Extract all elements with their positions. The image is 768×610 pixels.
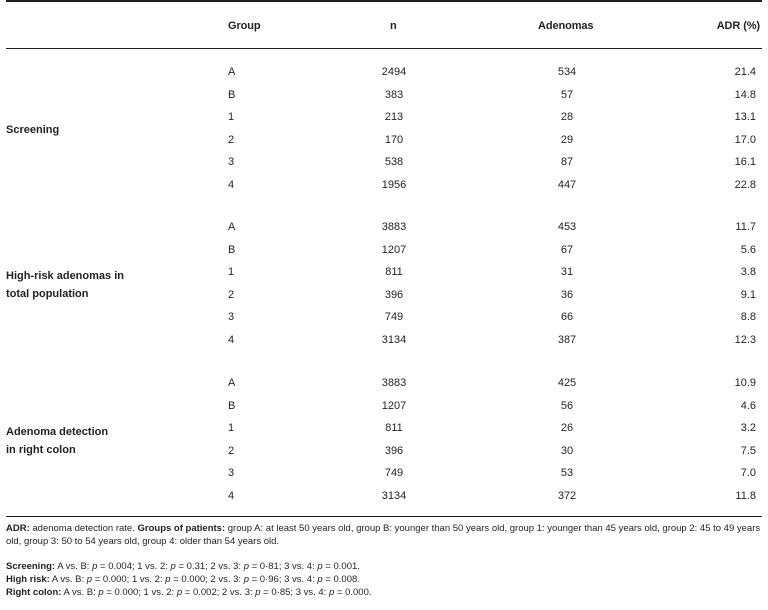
cell-group: 4 (228, 334, 235, 346)
footnote-stats (6, 560, 762, 599)
stat-label: High risk: (6, 574, 50, 585)
cell-adenomas-text: 28 (560, 111, 574, 124)
cell-n-text: 3883 (381, 377, 407, 389)
footnote-abbrev-text: adenoma detection rate. (29, 523, 138, 534)
cell-adenomas-text: 372 (557, 490, 577, 502)
section-label-line: High-risk adenomas in (6, 269, 124, 282)
cell-adr: 16.1 (734, 156, 756, 169)
cell-adenomas-text: 36 (560, 288, 574, 301)
cell-n-text: 213 (384, 111, 404, 124)
cell-adenomas-text: 453 (557, 221, 577, 233)
table-bottom-rule (6, 516, 762, 517)
cell-group: A (228, 377, 236, 389)
cell-adr: 10.9 (734, 377, 756, 389)
cell-group: B (228, 88, 236, 101)
cell-adr: 5.6 (740, 243, 756, 256)
footnote-groups-text: group A: at least 50 years old, group B: younger than 50 years old, group 1: younger than 45 years old, group 2: 45 to 49 years old, group 3: 50 to 54 years old, group 4: older than 54 years old. (6, 523, 761, 547)
cell-adenomas-text: 29 (560, 133, 574, 146)
section-label-line: in right colon (6, 443, 76, 456)
cell-adr: 7.0 (740, 467, 756, 480)
footnote-stat-high-risk (6, 573, 762, 586)
cell-group: 1 (228, 422, 235, 435)
cell-adenomas-text: 67 (560, 243, 574, 256)
section-label-line: Adenoma detection (6, 425, 109, 438)
cell-n-text: 1207 (381, 243, 407, 256)
cell-adenomas-text: 56 (560, 399, 574, 412)
header-n: n (390, 20, 397, 32)
cell-adenomas-text: 534 (557, 66, 577, 78)
cell-adr: 13.1 (734, 111, 756, 124)
cell-adr: 21.4 (734, 66, 756, 78)
cell-n-text: 1207 (381, 399, 407, 412)
stat-text: A vs. B: p = 0.000; 1 vs. 2: p = 0.002; 2 vs. 3: p = 0·85; 3 vs. 4: p = 0.000. (61, 587, 372, 598)
footnote-definitions (6, 522, 762, 548)
cell-n-text: 3883 (381, 221, 407, 233)
section-label (6, 121, 59, 139)
cell-group: 2 (228, 288, 235, 301)
cell-n-text: 396 (384, 444, 404, 457)
cell-adr: 12.3 (734, 334, 756, 346)
cell-group: 1 (228, 266, 235, 279)
cell-group: 3 (228, 311, 235, 324)
cell-group: A (228, 221, 236, 233)
cell-n-text: 396 (384, 288, 404, 301)
cell-n-text: 749 (384, 467, 404, 480)
cell-n-text: 1956 (381, 179, 407, 191)
cell-adr: 9.1 (740, 288, 756, 301)
cell-group: B (228, 399, 236, 412)
header-group: Group (228, 20, 261, 32)
cell-adr: 11.7 (735, 221, 756, 233)
cell-group: 3 (228, 156, 235, 169)
cell-n-text: 811 (385, 422, 403, 435)
cell-group: B (228, 243, 236, 256)
cell-group: 4 (228, 179, 235, 191)
cell-adenomas-text: 387 (557, 334, 577, 346)
cell-adenomas-text: 31 (560, 266, 574, 279)
cell-adenomas-text: 87 (560, 156, 574, 169)
header-rule (6, 48, 762, 49)
section-label (6, 267, 124, 303)
cell-adr: 4.6 (740, 399, 756, 412)
cell-n-text: 3134 (381, 334, 407, 346)
cell-group: 4 (228, 490, 235, 502)
cell-adenomas-text: 447 (557, 179, 577, 191)
cell-adr: 8.8 (740, 311, 756, 324)
stat-text: A vs. B: p = 0.004; 1 vs. 2: p = 0.31; 2 vs. 3: p = 0·81; 3 vs. 4: p = 0.001. (55, 561, 360, 572)
cell-group: A (228, 66, 236, 78)
section-label-line: Screening (6, 123, 60, 136)
cell-n-text: 3134 (381, 490, 407, 502)
cell-group: 3 (228, 467, 235, 480)
cell-adenomas-text: 30 (560, 444, 574, 457)
cell-adr: 11.8 (735, 490, 756, 502)
stat-label: Screening: (6, 561, 56, 572)
cell-n-text: 383 (384, 88, 404, 101)
cell-adr: 3.8 (740, 266, 756, 279)
header-adenomas: Adenomas (538, 20, 594, 32)
cell-adr: 14.8 (734, 88, 756, 101)
cell-n-text: 538 (384, 156, 404, 169)
section-label-line: total population (6, 287, 89, 300)
section-label (6, 423, 108, 459)
cell-group: 1 (228, 111, 235, 124)
cell-adr: 22.8 (734, 179, 756, 191)
cell-adr: 7.5 (740, 444, 756, 457)
cell-n-text: 811 (385, 266, 403, 279)
footnote-abbrev-label: ADR: (6, 523, 30, 534)
cell-adr: 3.2 (740, 422, 756, 435)
cell-n-text: 170 (384, 133, 404, 146)
table-top-rule (6, 0, 762, 2)
stat-text: A vs. B: p = 0.000; 1 vs. 2: p = 0.000; 2 vs. 3: p = 0·96; 3 vs. 4: p = 0.008. (49, 574, 360, 585)
cell-group: 2 (228, 133, 235, 146)
cell-adenomas-text: 425 (557, 377, 577, 389)
cell-n-text: 749 (384, 311, 404, 324)
cell-adenomas-text: 26 (560, 422, 574, 435)
cell-n-text: 2494 (381, 66, 407, 78)
stat-label: Right colon: (6, 587, 62, 598)
cell-adr: 17.0 (734, 133, 756, 146)
cell-adenomas-text: 57 (560, 88, 574, 101)
footnote-stat-right-colon (6, 586, 762, 599)
cell-adenomas-text: 66 (560, 311, 574, 324)
footnote-stat-screening (6, 560, 762, 573)
cell-adenomas-text: 53 (560, 467, 574, 480)
cell-group: 2 (228, 444, 235, 457)
footnote-groups-label: Groups of patients: (137, 523, 226, 534)
header-adr: ADR (%) (716, 20, 760, 32)
